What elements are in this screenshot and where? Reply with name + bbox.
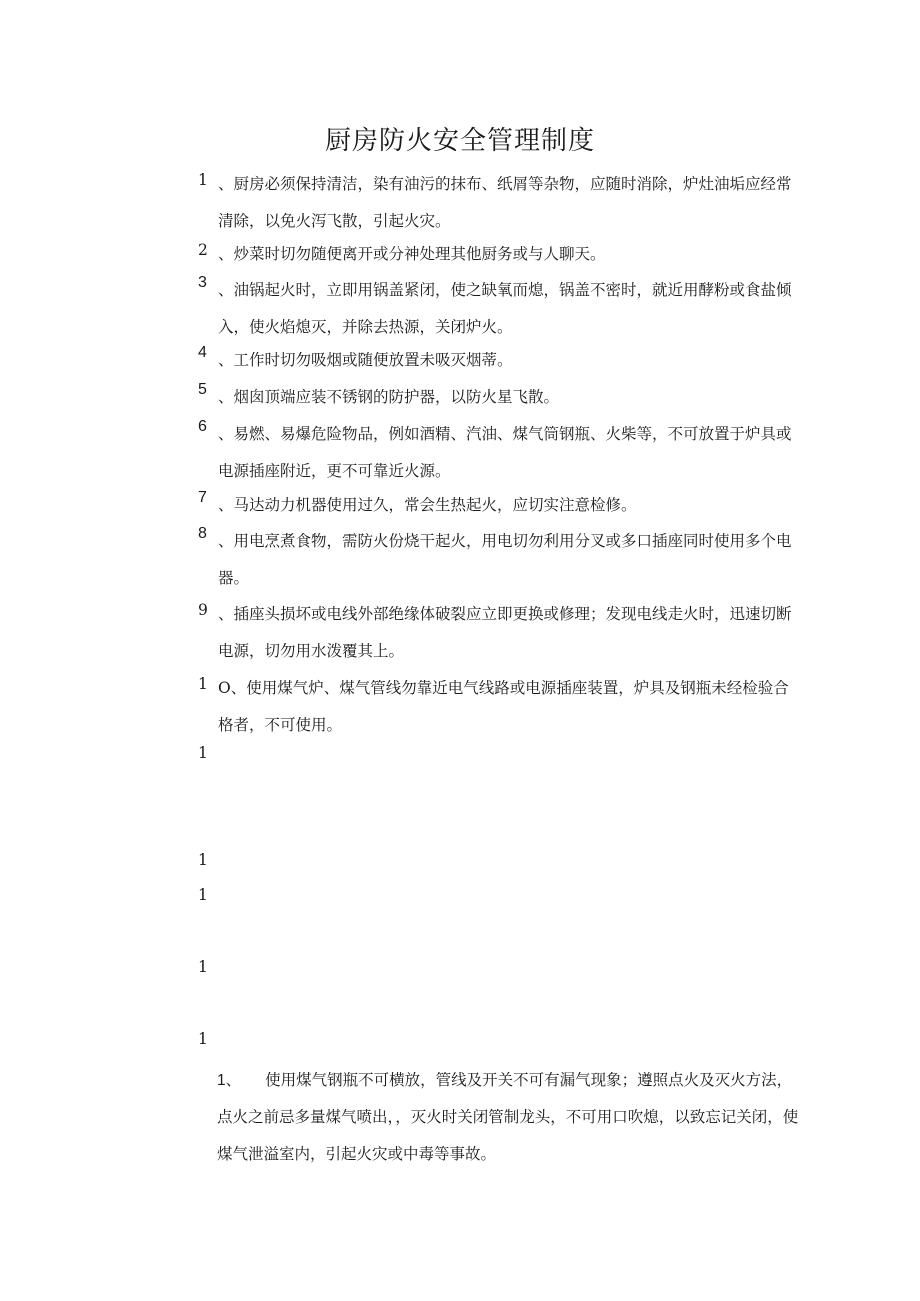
rule-item-10 xyxy=(198,670,798,744)
rule-number: 7 xyxy=(198,489,207,506)
lone-number: 1 xyxy=(198,744,208,762)
rule-text: O、使用煤气炉、煤气管线勿靠近电气线路或电源插座装置，炉具及钢瓶未经检验合格者，不可使用。 xyxy=(218,679,789,734)
rule-item-2 xyxy=(198,236,798,273)
rule-text: 使用煤气钢瓶不可横放，管线及开关不可有漏气现象；遵照点火及灭火方法，点火之前忌多量煤气喷出，，灭火时关闭管制龙头，不可用口吹熄，以致忘记关闭，使煤气泄溢室内，引起火灾或中毒等事故。 xyxy=(217,1071,799,1163)
rule-item-3 xyxy=(198,272,798,346)
rule-text: 、插座头损坏或电线外部绝缘体破裂应立即更换或修理；发现电线走火时，迅速切断电源，切勿用水泼覆其上。 xyxy=(218,605,792,660)
rule-number: 1、 xyxy=(217,1072,242,1089)
rule-item-1 xyxy=(198,166,798,240)
rule-number: 1 xyxy=(198,675,208,693)
rule-number: 3 xyxy=(198,274,207,291)
rule-text: 、烟囱顶端应装不锈钢的防护器，以防火星飞散。 xyxy=(218,388,560,406)
rule-number: 4 xyxy=(198,344,207,361)
rule-item-7 xyxy=(198,487,798,524)
document-title: 厨房防火安全管理制度 xyxy=(324,126,595,156)
rule-text: 、工作时切勿吸烟或随便放置未吸灭烟蒂。 xyxy=(218,351,513,369)
rule-text: 、厨房必须保持清洁，染有油污的抹布、纸屑等杂物，应随时消除，炉灶油垢应经常清除，以免火泻飞散，引起火灾。 xyxy=(218,175,792,230)
rule-item-8 xyxy=(198,523,798,597)
rule-number: 2 xyxy=(198,241,208,259)
rule-text: 、炒菜时切勿随便离开或分神处理其他厨务或与人聊天。 xyxy=(218,245,606,263)
rule-number: 1 xyxy=(198,171,208,189)
rule-number: 5 xyxy=(198,381,207,398)
rule-item-9 xyxy=(198,596,798,670)
rule-text: 、易燃、易爆危险物品，例如酒精、汽油、煤气筒钢瓶、火柴等，不可放置于炉具或电源插座附近，更不可靠近火源。 xyxy=(218,425,792,480)
lone-number: 1 xyxy=(198,886,208,904)
rule-number: 9 xyxy=(198,601,208,619)
rule-text: 、马达动力机器使用过久，常会生热起火，应切实注意检修。 xyxy=(218,496,637,514)
rule-number: 8 xyxy=(198,525,207,542)
rule-item-final xyxy=(217,1062,802,1173)
rule-text: 、油锅起火时，立即用锅盖紧闭，使之缺氧而熄，锅盖不密时，就近用酵粉或食盐倾入，使火焰熄灭，并除去热源，关闭炉火。 xyxy=(218,281,792,336)
lone-number: 1 xyxy=(198,1030,208,1048)
rule-number: 6 xyxy=(198,418,207,435)
rule-item-5 xyxy=(198,379,798,416)
lone-number: 1 xyxy=(198,958,208,976)
rule-item-6 xyxy=(198,416,798,490)
rule-item-4 xyxy=(198,342,798,379)
lone-number: 1 xyxy=(198,851,208,869)
rule-text: 、用电烹煮食物，需防火份烧干起火，用电切勿利用分叉或多口插座同时使用多个电器。 xyxy=(218,532,792,587)
